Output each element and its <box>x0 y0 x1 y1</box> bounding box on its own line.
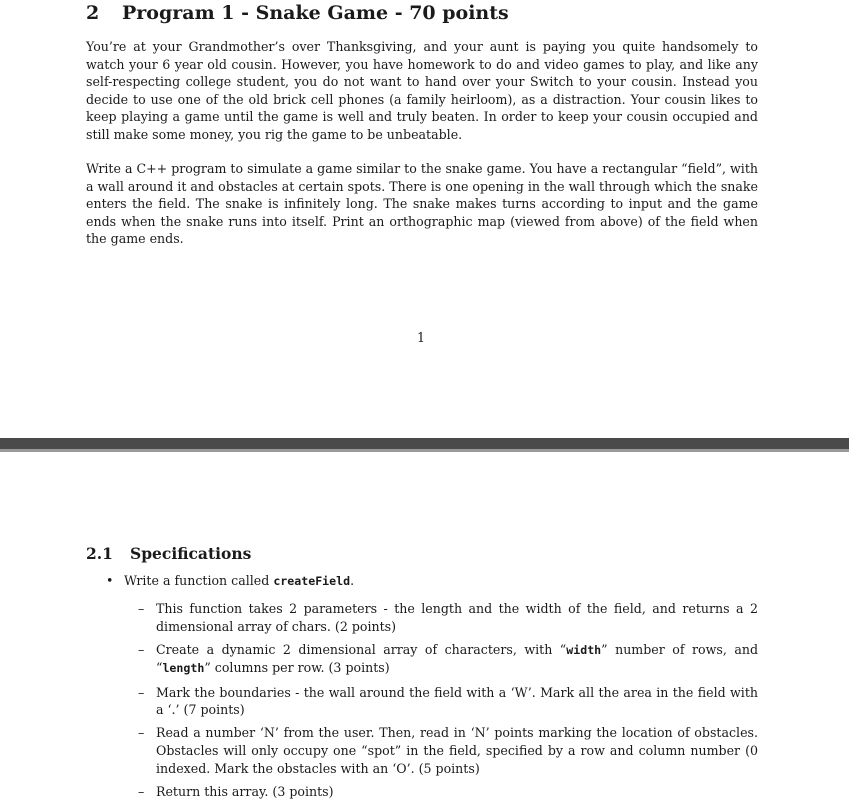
task-paragraph: Write a C++ program to simulate a game similar to the snake game. You have a rectangular “field”, with a wall around it and obstacles at certain spots. There is one opening in the wall through which the snake enters the field. The snake is infinitely long. The snake makes turns according to input and the game ends when the snake runs into itself. Print an orthographic map (viewed from above) of the field when the game ends. <box>86 161 758 247</box>
subsection-number: 2.1 <box>86 544 113 563</box>
sub-item <box>138 724 758 777</box>
sub-item-text: Read a number ‘N’ from the user. Then, read in ‘N’ points marking the location of obstacles. Obstacles will only occupy one “spot” in the field, specified by a row and column number (0 indexed. Mark the obstacles with an ‘O’. (5 points) <box>156 725 758 776</box>
bullet-suffix: . <box>350 573 355 588</box>
dash-marker: – <box>138 641 145 657</box>
sub-item-text: Mark the boundaries - the wall around the field with a ‘W’. Mark all the area in the field with a ‘.’ (7 points) <box>156 684 758 718</box>
dash-marker: – <box>138 601 145 616</box>
sub-list <box>138 600 758 806</box>
dash-marker: – <box>138 725 145 741</box>
intro-paragraph: You’re at your Grandmother’s over Thanksgiving, and your aunt is paying you quite handsomely to watch your 6 year old cousin. However, you have homework to do and video games to play, and like any self-respecting college student, you do not want to hand over your Switch to your cousin. Instead you decide to use one of the old brick cell phones (a family heirloom), as a distraction. Your cousin likes to keep playing a game until the game is well and truly beaten. In order to keep your cousin occupied and still make some money, you rig the game to be unbeatable. <box>86 39 758 142</box>
sub-item-text: Create a dynamic 2 dimensional array of characters, with “ <box>156 641 567 657</box>
subsection-title: Specifications <box>130 544 252 563</box>
section-heading <box>86 2 509 24</box>
dash-marker: – <box>138 684 145 700</box>
sub-item-text: This function takes 2 parameters - the length and the width of the field, and returns a 2 dimensional array of chars. (2 points) <box>156 601 758 634</box>
code-width: width <box>566 642 602 657</box>
bullet-text: Write a function called <box>124 573 274 588</box>
bullet-marker: • <box>106 573 114 588</box>
section-number: 2 <box>86 2 100 24</box>
bullet-item <box>106 572 354 591</box>
section-title: Program 1 - Snake Game - 70 points <box>122 2 509 24</box>
dash-marker: – <box>138 783 145 799</box>
sub-item-text: Return this array. (3 points) <box>156 783 334 799</box>
sub-item-text: ” number of rows, and “ <box>156 641 759 676</box>
sub-item-text: ” columns per row. (3 points) <box>204 660 390 676</box>
document-page-2 <box>0 452 849 797</box>
sub-item <box>138 600 758 635</box>
subsection-heading <box>86 544 251 563</box>
code-length: length <box>162 661 205 676</box>
function-name: createField <box>273 574 351 588</box>
sub-item <box>138 641 758 678</box>
sub-item <box>138 684 758 719</box>
sub-item <box>138 783 758 801</box>
page-number: 1 <box>416 330 425 345</box>
page-divider <box>0 438 849 452</box>
